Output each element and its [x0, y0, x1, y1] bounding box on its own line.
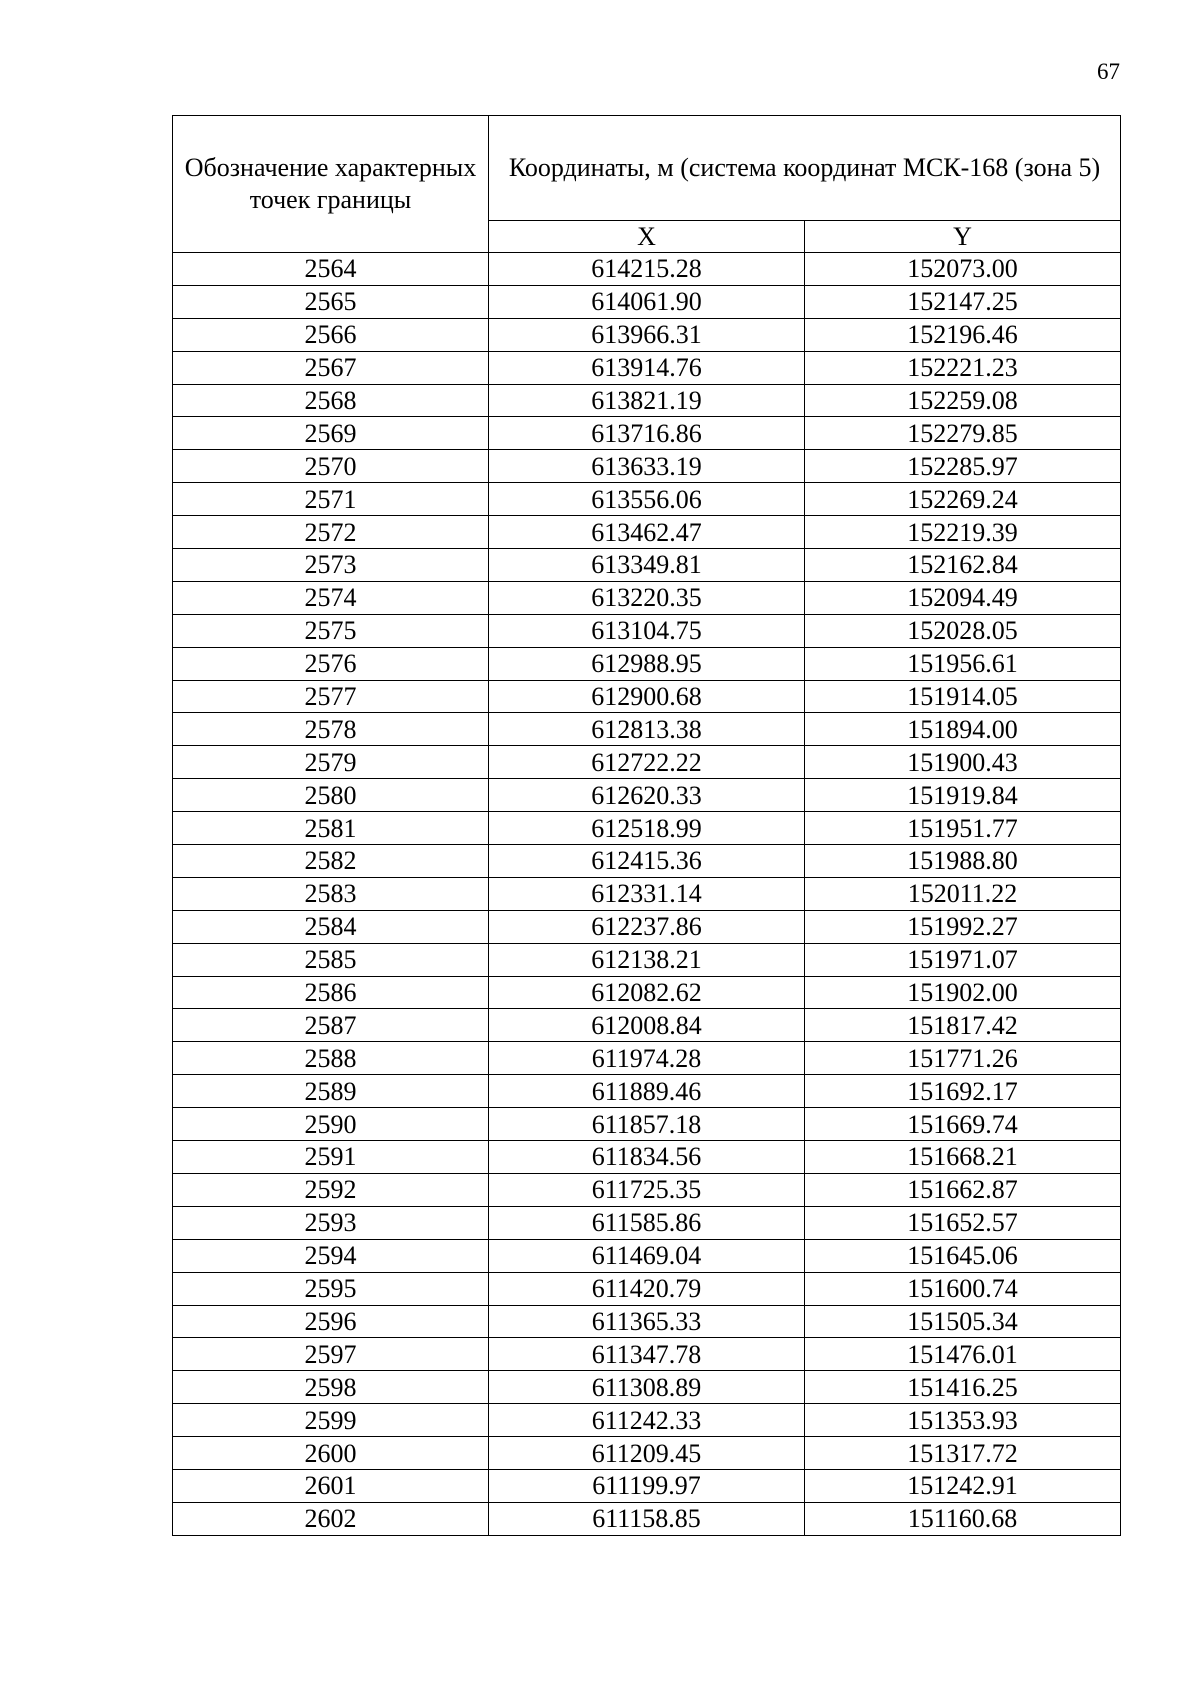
point-id-cell: 2575: [173, 614, 489, 647]
point-id-cell: 2576: [173, 647, 489, 680]
x-coordinate-cell: 611469.04: [489, 1239, 805, 1272]
point-id-cell: 2583: [173, 877, 489, 910]
point-id-cell: 2569: [173, 417, 489, 450]
y-coordinate-cell: 151242.91: [805, 1469, 1121, 1502]
y-coordinate-cell: 152279.85: [805, 417, 1121, 450]
y-coordinate-cell: 152269.24: [805, 483, 1121, 516]
table-row: [173, 483, 1121, 516]
y-coordinate-cell: 152162.84: [805, 549, 1121, 582]
x-column-header: X: [489, 221, 805, 253]
y-coordinate-cell: 151317.72: [805, 1437, 1121, 1470]
table-row: [173, 549, 1121, 582]
x-coordinate-cell: 611199.97: [489, 1469, 805, 1502]
y-coordinate-cell: 152285.97: [805, 450, 1121, 483]
x-coordinate-cell: 611834.56: [489, 1141, 805, 1174]
y-coordinate-cell: 152147.25: [805, 285, 1121, 318]
point-id-cell: 2578: [173, 713, 489, 746]
point-id-cell: 2568: [173, 384, 489, 417]
point-id-cell: 2602: [173, 1502, 489, 1535]
table-row: [173, 581, 1121, 614]
table-row: [173, 1502, 1121, 1535]
y-coordinate-cell: 151951.77: [805, 812, 1121, 845]
x-coordinate-cell: 612331.14: [489, 877, 805, 910]
x-coordinate-cell: 611158.85: [489, 1502, 805, 1535]
table-row: [173, 1173, 1121, 1206]
table-row: [173, 910, 1121, 943]
point-id-cell: 2570: [173, 450, 489, 483]
y-coordinate-cell: 152073.00: [805, 253, 1121, 286]
point-id-cell: 2566: [173, 318, 489, 351]
table-row: [173, 351, 1121, 384]
point-id-cell: 2580: [173, 779, 489, 812]
table-row: [173, 713, 1121, 746]
x-coordinate-cell: 613966.31: [489, 318, 805, 351]
coordinates-group-header: Координаты, м (система координат МСК-168 (зона 5): [489, 116, 1121, 221]
x-coordinate-cell: 613462.47: [489, 516, 805, 549]
point-id-cell: 2588: [173, 1042, 489, 1075]
y-coordinate-cell: 151956.61: [805, 647, 1121, 680]
point-id-cell: 2601: [173, 1469, 489, 1502]
point-id-cell: 2592: [173, 1173, 489, 1206]
x-coordinate-cell: 611889.46: [489, 1075, 805, 1108]
y-coordinate-cell: 152221.23: [805, 351, 1121, 384]
y-coordinate-cell: 151645.06: [805, 1239, 1121, 1272]
y-coordinate-cell: 152259.08: [805, 384, 1121, 417]
y-coordinate-cell: 151992.27: [805, 910, 1121, 943]
y-coordinate-cell: 151771.26: [805, 1042, 1121, 1075]
y-coordinate-cell: 151914.05: [805, 680, 1121, 713]
y-coordinate-cell: 151600.74: [805, 1272, 1121, 1305]
table-row: [173, 1206, 1121, 1239]
y-coordinate-cell: 151662.87: [805, 1173, 1121, 1206]
table-row: [173, 647, 1121, 680]
table-row: [173, 1108, 1121, 1141]
x-coordinate-cell: 612008.84: [489, 1009, 805, 1042]
point-id-cell: 2582: [173, 845, 489, 878]
point-id-cell: 2585: [173, 943, 489, 976]
table-row: [173, 1469, 1121, 1502]
table-row: [173, 779, 1121, 812]
x-coordinate-cell: 613821.19: [489, 384, 805, 417]
x-coordinate-cell: 612620.33: [489, 779, 805, 812]
table-row: [173, 1437, 1121, 1470]
x-coordinate-cell: 613556.06: [489, 483, 805, 516]
x-coordinate-cell: 611308.89: [489, 1371, 805, 1404]
table-row: [173, 1141, 1121, 1174]
point-id-cell: 2564: [173, 253, 489, 286]
x-coordinate-cell: 613633.19: [489, 450, 805, 483]
y-coordinate-cell: 151416.25: [805, 1371, 1121, 1404]
point-id-cell: 2572: [173, 516, 489, 549]
x-coordinate-cell: 612415.36: [489, 845, 805, 878]
y-coordinate-cell: 151353.93: [805, 1404, 1121, 1437]
table-row: [173, 812, 1121, 845]
x-coordinate-cell: 612237.86: [489, 910, 805, 943]
table-row: [173, 318, 1121, 351]
x-coordinate-cell: 614215.28: [489, 253, 805, 286]
point-id-cell: 2597: [173, 1338, 489, 1371]
point-id-cell: 2577: [173, 680, 489, 713]
x-coordinate-cell: 611857.18: [489, 1108, 805, 1141]
page-number: 67: [1097, 59, 1120, 84]
y-coordinate-cell: 151669.74: [805, 1108, 1121, 1141]
x-coordinate-cell: 613349.81: [489, 549, 805, 582]
y-coordinate-cell: 151971.07: [805, 943, 1121, 976]
point-id-cell: 2579: [173, 746, 489, 779]
table-row: [173, 877, 1121, 910]
table-row: [173, 943, 1121, 976]
point-id-cell: 2598: [173, 1371, 489, 1404]
table-row: [173, 614, 1121, 647]
x-coordinate-cell: 612900.68: [489, 680, 805, 713]
x-coordinate-cell: 611420.79: [489, 1272, 805, 1305]
x-coordinate-cell: 614061.90: [489, 285, 805, 318]
point-id-cell: 2596: [173, 1305, 489, 1338]
point-id-cell: 2589: [173, 1075, 489, 1108]
y-coordinate-cell: 151160.68: [805, 1502, 1121, 1535]
x-coordinate-cell: 612138.21: [489, 943, 805, 976]
point-id-cell: 2584: [173, 910, 489, 943]
point-id-cell: 2571: [173, 483, 489, 516]
y-coordinate-cell: 152219.39: [805, 516, 1121, 549]
point-id-cell: 2565: [173, 285, 489, 318]
point-id-cell: 2587: [173, 1009, 489, 1042]
table-row: [173, 1371, 1121, 1404]
y-coordinate-cell: 151817.42: [805, 1009, 1121, 1042]
header-row-top: [173, 116, 1121, 221]
y-coordinate-cell: 152094.49: [805, 581, 1121, 614]
x-coordinate-cell: 611347.78: [489, 1338, 805, 1371]
x-coordinate-cell: 612082.62: [489, 976, 805, 1009]
point-id-cell: 2573: [173, 549, 489, 582]
point-designation-header: Обозначение характерных точек границы: [173, 116, 489, 253]
point-id-cell: 2574: [173, 581, 489, 614]
table-row: [173, 384, 1121, 417]
x-coordinate-cell: 611242.33: [489, 1404, 805, 1437]
x-coordinate-cell: 611725.35: [489, 1173, 805, 1206]
point-id-cell: 2586: [173, 976, 489, 1009]
y-coordinate-cell: 151692.17: [805, 1075, 1121, 1108]
table-row: [173, 516, 1121, 549]
table-row: [173, 845, 1121, 878]
table-row: [173, 746, 1121, 779]
table-row: [173, 1042, 1121, 1075]
table-row: [173, 680, 1121, 713]
y-coordinate-cell: 152196.46: [805, 318, 1121, 351]
x-coordinate-cell: 612813.38: [489, 713, 805, 746]
x-coordinate-cell: 613716.86: [489, 417, 805, 450]
point-id-cell: 2594: [173, 1239, 489, 1272]
y-column-header: Y: [805, 221, 1121, 253]
x-coordinate-cell: 612988.95: [489, 647, 805, 680]
table-row: [173, 1305, 1121, 1338]
x-coordinate-cell: 613220.35: [489, 581, 805, 614]
x-coordinate-cell: 611209.45: [489, 1437, 805, 1470]
point-id-cell: 2599: [173, 1404, 489, 1437]
table-row: [173, 976, 1121, 1009]
table-row: [173, 253, 1121, 286]
point-id-cell: 2567: [173, 351, 489, 384]
y-coordinate-cell: 151668.21: [805, 1141, 1121, 1174]
table-row: [173, 417, 1121, 450]
table-row: [173, 1404, 1121, 1437]
y-coordinate-cell: 152028.05: [805, 614, 1121, 647]
y-coordinate-cell: 151919.84: [805, 779, 1121, 812]
y-coordinate-cell: 151900.43: [805, 746, 1121, 779]
x-coordinate-cell: 611585.86: [489, 1206, 805, 1239]
table-row: [173, 1338, 1121, 1371]
point-id-cell: 2590: [173, 1108, 489, 1141]
x-coordinate-cell: 611365.33: [489, 1305, 805, 1338]
table-row: [173, 1009, 1121, 1042]
coordinates-table: [172, 115, 1121, 1536]
point-id-cell: 2600: [173, 1437, 489, 1470]
y-coordinate-cell: 151476.01: [805, 1338, 1121, 1371]
point-id-cell: 2581: [173, 812, 489, 845]
y-coordinate-cell: 151652.57: [805, 1206, 1121, 1239]
point-id-cell: 2595: [173, 1272, 489, 1305]
table-row: [173, 1075, 1121, 1108]
x-coordinate-cell: 611974.28: [489, 1042, 805, 1075]
y-coordinate-cell: 151505.34: [805, 1305, 1121, 1338]
point-id-cell: 2591: [173, 1141, 489, 1174]
y-coordinate-cell: 151988.80: [805, 845, 1121, 878]
table-row: [173, 285, 1121, 318]
table-header: [173, 116, 1121, 253]
y-coordinate-cell: 151902.00: [805, 976, 1121, 1009]
y-coordinate-cell: 151894.00: [805, 713, 1121, 746]
point-id-cell: 2593: [173, 1206, 489, 1239]
table-row: [173, 450, 1121, 483]
table-row: [173, 1239, 1121, 1272]
x-coordinate-cell: 612518.99: [489, 812, 805, 845]
table-body: [173, 253, 1121, 1536]
x-coordinate-cell: 612722.22: [489, 746, 805, 779]
x-coordinate-cell: 613914.76: [489, 351, 805, 384]
table-row: [173, 1272, 1121, 1305]
x-coordinate-cell: 613104.75: [489, 614, 805, 647]
y-coordinate-cell: 152011.22: [805, 877, 1121, 910]
